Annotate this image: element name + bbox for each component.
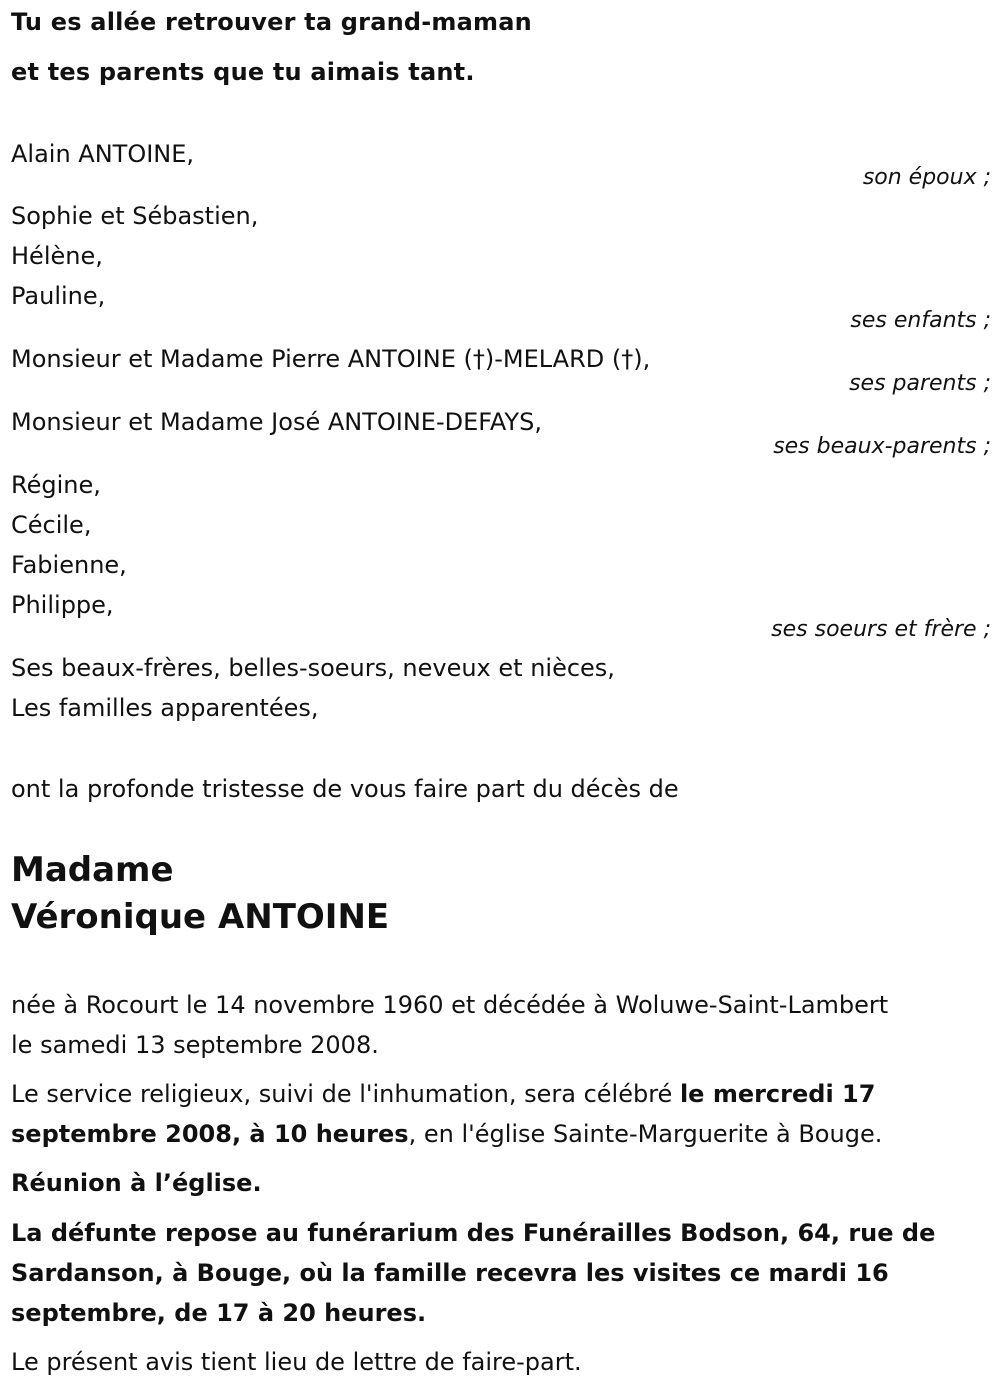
service-line-2 (11, 1120, 882, 1148)
repose-line: Sardanson, à Bouge, où la famille recevra les visites ce mardi 16 (11, 1259, 889, 1287)
parents-role: ses parents ; (849, 371, 991, 396)
service-date-time: septembre 2008, à 10 heures (11, 1120, 409, 1148)
announcement-text: ont la profonde tristesse de vous faire part du décès de (11, 775, 679, 803)
parents-name: Monsieur et Madame Pierre ANTOINE (†)-MELARD (†), (11, 345, 651, 373)
in-laws-role: ses beaux-parents ; (773, 434, 991, 459)
sibling-name: Fabienne, (11, 551, 127, 579)
service-location: , en l'église Sainte-Marguerite à Bouge. (408, 1120, 883, 1148)
in-laws-name: Monsieur et Madame José ANTOINE-DEFAYS, (11, 408, 542, 436)
spouse-role: son époux ; (862, 165, 991, 190)
epigraph-line-1: Tu es allée retrouver ta grand-maman (11, 8, 532, 36)
other-relatives: Les familles apparentées, (11, 694, 319, 722)
repose-line: septembre, de 17 à 20 heures. (11, 1299, 427, 1327)
siblings-role: ses soeurs et frère ; (771, 617, 991, 642)
service-line-1 (11, 1080, 875, 1108)
sibling-name: Cécile, (11, 511, 92, 539)
children-role: ses enfants ; (850, 308, 991, 333)
birth-death-line: le samedi 13 septembre 2008. (11, 1031, 379, 1059)
other-relatives: Ses beaux-frères, belles-soeurs, neveux et nièces, (11, 654, 615, 682)
service-text: Le service religieux, suivi de l'inhumation, sera célébré (11, 1080, 680, 1108)
birth-death-line: née à Rocourt le 14 novembre 1960 et décédée à Woluwe-Saint-Lambert (11, 991, 889, 1019)
child-name: Sophie et Sébastien, (11, 202, 259, 230)
repose-line: La défunte repose au funérarium des Funérailles Bodson, 64, rue de (11, 1219, 936, 1247)
sibling-name: Philippe, (11, 591, 114, 619)
child-name: Hélène, (11, 242, 103, 270)
spouse-name: Alain ANTOINE, (11, 140, 195, 168)
deceased-title: Madame (11, 850, 174, 890)
epigraph-line-2: et tes parents que tu aimais tant. (11, 58, 475, 86)
deceased-name: Véronique ANTOINE (11, 897, 390, 937)
service-date: le mercredi 17 (679, 1080, 876, 1108)
closing-note: Le présent avis tient lieu de lettre de faire-part. (11, 1348, 582, 1376)
sibling-name: Régine, (11, 471, 101, 499)
meeting-note: Réunion à l’église. (11, 1169, 262, 1197)
child-name: Pauline, (11, 282, 106, 310)
